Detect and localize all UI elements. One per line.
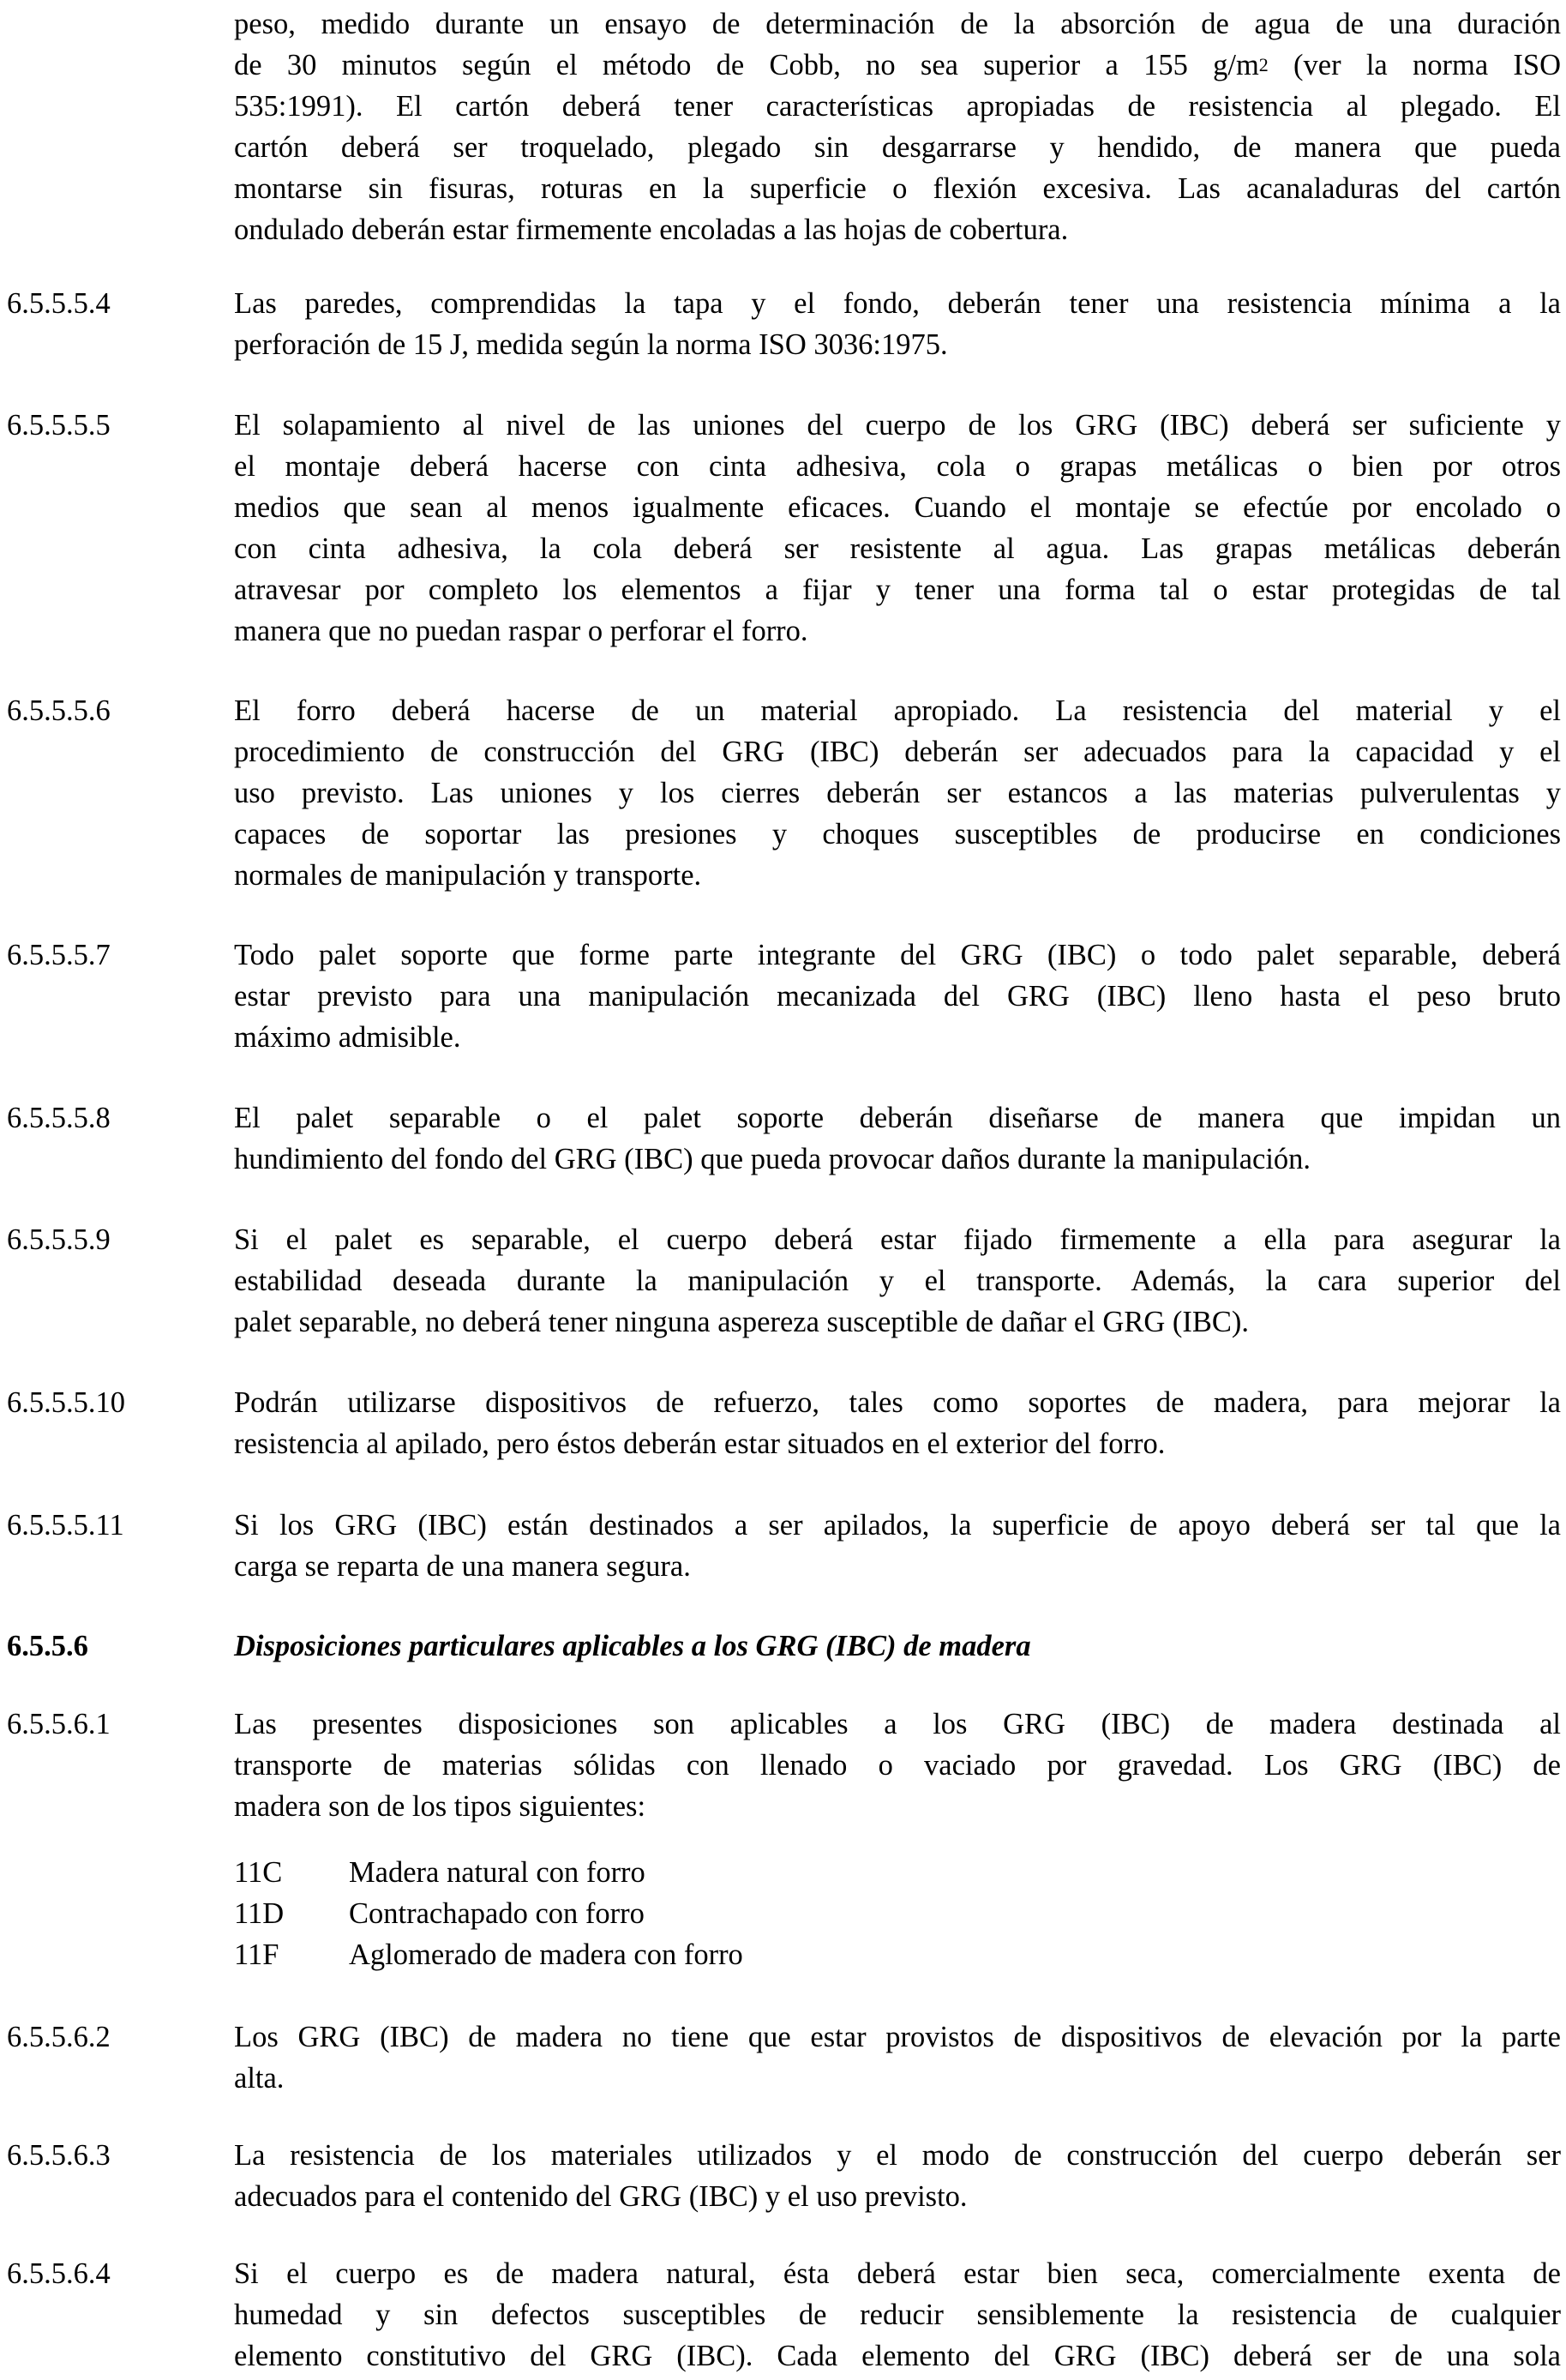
- text-line: perforación de 15 J, medida según la norma ISO 3036:1975.: [234, 328, 948, 361]
- type-code: 11F: [234, 1938, 279, 1971]
- text-line: el montaje deberá hacerse con cinta adhesiva, cola o grapas metálicas o bien por otros: [234, 450, 1561, 483]
- paragraph-number: 6.5.5.5.10: [7, 1386, 125, 1419]
- text-line: humedad y sin defectos susceptibles de reducir sensiblemente la resistencia de cualquier: [234, 2299, 1561, 2331]
- text-line: ondulado deberán estar firmemente encoladas a las hojas de cobertura.: [234, 213, 1069, 246]
- type-code: 11D: [234, 1897, 285, 1930]
- text-line: [234, 45, 1561, 86]
- text-line: Las paredes, comprendidas la tapa y el fondo, deberán tener una resistencia mínima a la: [234, 287, 1561, 320]
- text-line: medios que sean al menos igualmente eficaces. Cuando el montaje se efectúe por encolado o: [234, 491, 1561, 524]
- paragraph-number: 6.5.5.5.11: [7, 1509, 124, 1542]
- paragraph-number: 6.5.5.5.6: [7, 694, 111, 727]
- type-code: 11C: [234, 1856, 283, 1889]
- text-line: Los GRG (IBC) de madera no tiene que estar provistos de dispositivos de elevación por la parte: [234, 2021, 1561, 2053]
- paragraph-number: 6.5.5.6.2: [7, 2021, 111, 2053]
- superscript: 2: [1258, 54, 1269, 75]
- text-line: capaces de soportar las presiones y choques susceptibles de producirse en condiciones: [234, 818, 1561, 850]
- paragraph-number: 6.5.5.6.3: [7, 2139, 111, 2172]
- text-line: carga se reparta de una manera segura.: [234, 1550, 691, 1583]
- text-line: palet separable, no deberá tener ninguna aspereza susceptible de dañar el GRG (IBC).: [234, 1306, 1250, 1338]
- text-line: adecuados para el contenido del GRG (IBC) y el uso previsto.: [234, 2180, 968, 2213]
- text-line: resistencia al apilado, pero éstos deberán estar situados en el exterior del forro.: [234, 1427, 1166, 1460]
- text-line: Podrán utilizarse dispositivos de refuerzo, tales como soportes de madera, para mejorar la: [234, 1386, 1561, 1419]
- type-description: Contrachapado con forro: [349, 1897, 645, 1930]
- text-line: uso previsto. Las uniones y los cierres deberán ser estancos a las materias pulverulentas y: [234, 777, 1561, 809]
- text-line: madera son de los tipos siguientes:: [234, 1790, 646, 1823]
- text-line: El forro deberá hacerse de un material apropiado. La resistencia del material y el: [234, 694, 1561, 727]
- text-line: El palet separable o el palet soporte deberán diseñarse de manera que impidan un: [234, 1102, 1561, 1134]
- text-fragment: (ver la norma ISO: [1268, 49, 1561, 81]
- text-line: montarse sin fisuras, roturas en la superficie o flexión excesiva. Las acanaladuras del cartón: [234, 172, 1561, 205]
- text-line: El solapamiento al nivel de las uniones del cuerpo de los GRG (IBC) deberá ser suficiente y: [234, 409, 1561, 442]
- text-line: elemento constitutivo del GRG (IBC). Cada elemento del GRG (IBC) deberá ser de una sola: [234, 2340, 1561, 2372]
- text-line: procedimiento de construcción del GRG (IBC) deberán ser adecuados para la capacidad y el: [234, 736, 1561, 768]
- text-line: Si los GRG (IBC) están destinados a ser apilados, la superficie de apoyo deberá ser tal que la: [234, 1509, 1561, 1542]
- text-line: Si el cuerpo es de madera natural, ésta deberá estar bien seca, comercialmente exenta de: [234, 2257, 1561, 2290]
- text-line: estar previsto para una manipulación mecanizada del GRG (IBC) lleno hasta el peso bruto: [234, 980, 1561, 1013]
- text-line: con cinta adhesiva, la cola deberá ser resistente al agua. Las grapas metálicas deberán: [234, 532, 1561, 565]
- text-line: máximo admisible.: [234, 1021, 461, 1054]
- type-description: Aglomerado de madera con forro: [349, 1938, 743, 1971]
- type-description: Madera natural con forro: [349, 1856, 645, 1889]
- paragraph-number: 6.5.5.5.5: [7, 409, 111, 442]
- text-line: manera que no puedan raspar o perforar el forro.: [234, 615, 808, 647]
- text-line: normales de manipulación y transporte.: [234, 859, 702, 892]
- paragraph-number: 6.5.5.5.8: [7, 1102, 111, 1134]
- section-number: 6.5.5.6: [7, 1630, 88, 1662]
- text-line: peso, medido durante un ensayo de determinación de la absorción de agua de una duración: [234, 8, 1561, 40]
- text-fragment: de 30 minutos según el método de Cobb, no sea superior a 155 g/m: [234, 49, 1259, 81]
- text-line: hundimiento del fondo del GRG (IBC) que pueda provocar daños durante la manipulación.: [234, 1143, 1311, 1175]
- paragraph-number: 6.5.5.5.7: [7, 939, 111, 971]
- section-title: Disposiciones particulares aplicables a los GRG (IBC) de madera: [234, 1630, 1031, 1662]
- text-line: Todo palet soporte que forme parte integrante del GRG (IBC) o todo palet separable, deberá: [234, 939, 1561, 971]
- text-line: transporte de materias sólidas con llenado o vaciado por gravedad. Los GRG (IBC) de: [234, 1749, 1561, 1782]
- list-item: [0, 1893, 1566, 1934]
- text-line: estabilidad deseada durante la manipulación y el transporte. Además, la cara superior del: [234, 1265, 1561, 1297]
- paragraph-number: 6.5.5.5.4: [7, 287, 111, 320]
- text-line: atravesar por completo los elementos a fijar y tener una forma tal o estar protegidas de tal: [234, 574, 1561, 606]
- text-line: Las presentes disposiciones son aplicables a los GRG (IBC) de madera destinada al: [234, 1708, 1561, 1740]
- paragraph-number: 6.5.5.5.9: [7, 1223, 111, 1256]
- text-line: Si el palet es separable, el cuerpo deberá estar fijado firmemente a ella para asegurar la: [234, 1223, 1561, 1256]
- list-item: [0, 1852, 1566, 1893]
- paragraph-number: 6.5.5.6.4: [7, 2257, 111, 2290]
- paragraph-number: 6.5.5.6.1: [7, 1708, 111, 1740]
- text-line: 535:1991). El cartón deberá tener características apropiadas de resistencia al plegado. El: [234, 90, 1561, 123]
- text-line: alta.: [234, 2062, 285, 2095]
- text-line: cartón deberá ser troquelado, plegado sin desgarrarse y hendido, de manera que pueda: [234, 131, 1561, 164]
- text-line: La resistencia de los materiales utilizados y el modo de construcción del cuerpo deberán ser: [234, 2139, 1561, 2172]
- list-item: [0, 1934, 1566, 1975]
